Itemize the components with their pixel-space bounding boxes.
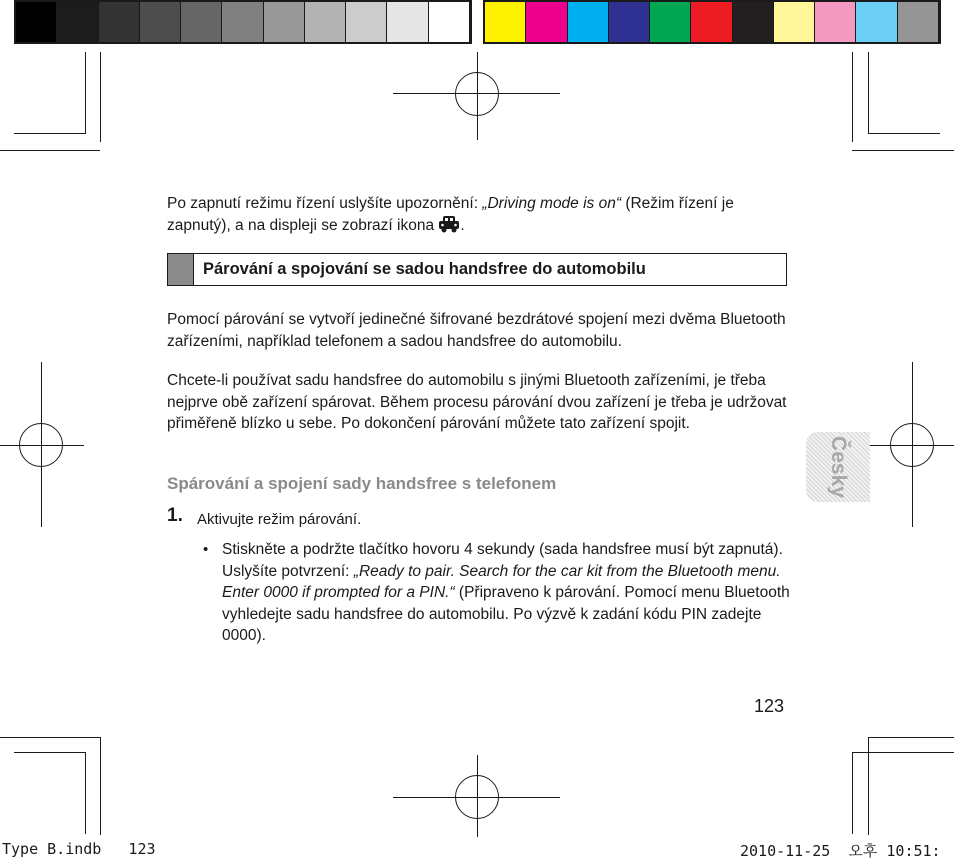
crop-mark: [852, 52, 853, 142]
color-swatch: [568, 2, 609, 42]
color-swatch: [57, 2, 98, 42]
color-swatch: [264, 2, 305, 42]
color-swatch: [181, 2, 222, 42]
color-swatch: [485, 2, 526, 42]
color-swatch: [387, 2, 428, 42]
color-swatch: [815, 2, 856, 42]
section-title: Párování a spojování se sadou handsfree do automobilu: [203, 260, 646, 278]
crop-mark: [85, 752, 86, 834]
bullet-text-part: (Připraveno k párování. Pomocí menu Bluetooth vyhledejte sadu handsfree do automobilu. Po výzvě k zadání kódu PIN zadejte 0000).: [222, 584, 790, 644]
color-swatch: [99, 2, 140, 42]
car-icon: [438, 215, 460, 233]
intro-paragraph: [167, 193, 787, 236]
color-swatch: [898, 2, 939, 42]
bullet-text: [222, 539, 790, 647]
crop-mark: [852, 150, 954, 151]
crop-mark: [85, 52, 86, 134]
color-swatch: [140, 2, 181, 42]
intro-text: .: [460, 216, 465, 234]
color-swatch: [526, 2, 567, 42]
color-swatch: [733, 2, 774, 42]
registration-circle: [455, 775, 499, 819]
crop-mark: [14, 752, 85, 753]
step-number: 1.: [167, 505, 183, 526]
crop-mark: [0, 150, 100, 151]
crop-mark: [868, 52, 869, 134]
color-swatch: [774, 2, 815, 42]
color-swatch: [16, 2, 57, 42]
color-swatch: [650, 2, 691, 42]
date-slug: 2010-11-25 오후 10:51:: [740, 842, 941, 860]
step-text: Aktivujte režim párování.: [197, 511, 362, 528]
registration-circle: [455, 72, 499, 116]
crop-mark: [868, 133, 940, 134]
section-header-tab: [168, 254, 194, 285]
paragraph: Chcete-li používat sadu handsfree do automobilu s jinými Bluetooth zařízeními, je třeba nejprve obě zařízení spárovat. Během procesu párování dvou zařízení je třeba je udržovat přiměřeně blízko u sebe. Po dokončení párování můžete tato zařízení spojit.: [167, 372, 787, 432]
subheading: Spárování a spojení sady handsfree s telefonem: [167, 474, 557, 493]
crop-mark: [100, 52, 101, 142]
registration-circle: [19, 423, 63, 467]
paragraph: Pomocí párování se vytvoří jedinečné šifrované bezdrátové spojení mezi dvěma Bluetooth zařízeními, například telefonem a sadou handsfree do automobilu.: [167, 311, 786, 350]
language-label: Česky: [827, 436, 850, 498]
color-swatch: [222, 2, 263, 42]
crop-mark: [868, 737, 869, 835]
color-swatch: [609, 2, 650, 42]
bullet-marker: •: [203, 541, 209, 558]
crop-mark: [14, 133, 85, 134]
bullet-text-part: Stiskněte a podržte tlačítko hovoru 4 sekundy (sada handsfree musí být zapnutá). Uslyšíte potvrzení:: [222, 541, 783, 580]
crop-mark: [0, 737, 100, 738]
language-side-tab: [806, 432, 870, 502]
process-color-bar: [483, 0, 941, 44]
color-swatch: [691, 2, 732, 42]
color-swatch: [346, 2, 387, 42]
color-swatch: [856, 2, 897, 42]
crop-mark: [868, 737, 954, 738]
registration-circle: [890, 423, 934, 467]
grayscale-color-bar: [14, 0, 472, 44]
bullet-quote: „Ready to pair. Search for the car kit from the Bluetooth menu. Enter 0000 if prompted for a PIN.“: [222, 562, 781, 601]
crop-mark: [852, 752, 853, 834]
intro-text: (Režim řízení je zapnutý), a na displeji se zobrazí ikona: [167, 195, 734, 234]
color-swatch: [429, 2, 470, 42]
intro-text: Po zapnutí režimu řízení uslyšíte upozornění:: [167, 195, 483, 212]
section-header: [167, 253, 787, 286]
file-slug: Type B.indb 123: [2, 840, 156, 858]
page-number: 123: [754, 696, 785, 716]
intro-quote: „Driving mode is on“: [482, 195, 622, 212]
color-swatch: [305, 2, 346, 42]
crop-mark: [100, 737, 101, 835]
